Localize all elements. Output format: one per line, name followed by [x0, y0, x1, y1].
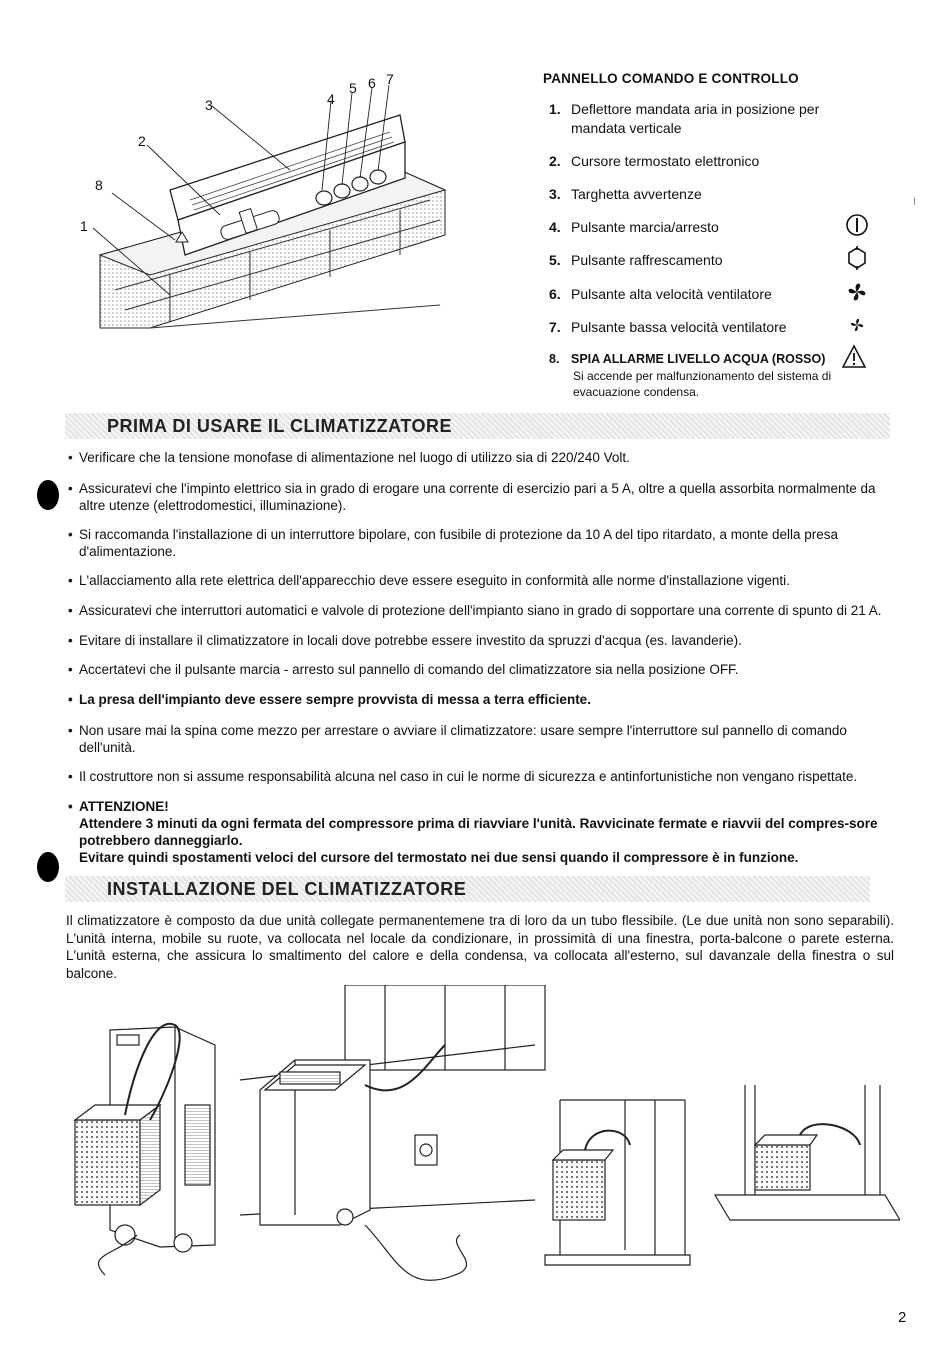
control-panel-illustration [60, 60, 460, 340]
item-text: Pulsante raffrescamento [571, 252, 723, 268]
figure-label-6: 6 [368, 75, 376, 91]
item-number: 2. [549, 153, 561, 169]
warning-icon [841, 344, 867, 370]
figure-label-5: 5 [349, 80, 357, 96]
figure-label-1: 1 [80, 218, 88, 234]
margin-marker [37, 480, 59, 510]
figure-label-4: 4 [327, 91, 335, 107]
installation-illustration [65, 985, 900, 1300]
attention-line-1: Attendere 3 minuti da ogni fermata del compressore prima di riavviare l'unità. Ravvicinate fermate e riavvii del compres-sore potrebbero danneggiarlo. [79, 816, 878, 848]
item-text: Pulsante marcia/arresto [571, 219, 719, 235]
item8-note: Si accende per malfunzionamento del sistema di evacuazione condensa. [573, 369, 832, 399]
power-icon [844, 212, 870, 238]
item-number: 6. [549, 286, 561, 302]
figure-label-2: 2 [138, 133, 146, 149]
item-text: Targhetta avvertenze [571, 186, 702, 202]
panel-title: PANNELLO COMANDO E CONTROLLO [543, 71, 799, 86]
item-text: Deflettore mandata aria in posizione per mandata verticale [571, 101, 820, 136]
fan-high-icon [844, 279, 870, 305]
item-text: SPIA ALLARME LIVELLO ACQUA (ROSSO) [571, 352, 826, 366]
fan-low-icon [844, 312, 870, 338]
item-number: 8. [549, 352, 560, 366]
item-number: 3. [549, 186, 561, 202]
item-number: 5. [549, 252, 561, 268]
attention-label: ATTENZIONE! [79, 799, 169, 814]
item-text: Cursore termostato elettronico [571, 153, 760, 169]
page-number: 2 [898, 1309, 907, 1326]
item-text: Pulsante alta velocità ventilatore [571, 286, 772, 302]
side-mark: I [913, 196, 917, 208]
figure-label-3: 3 [205, 97, 213, 113]
figure-label-8: 8 [95, 177, 103, 193]
section2-title: INSTALLAZIONE DEL CLIMATIZZATORE [107, 879, 467, 899]
snowflake-icon [844, 245, 870, 271]
item-number: 1. [549, 101, 561, 117]
item-text: Pulsante bassa velocità ventilatore [571, 319, 787, 335]
install-paragraph: Il climatizzatore è composto da due unità collegate permanentemene tra di loro da un tubo flessibile. (Le due unità non sono separabili). L'unità interna, mobile su ruote, va collocata nel locale da condizionare, in prossimità di una finestra, porta-balcone o parete esterna. L'unità esterna, che assicura lo smaltimento del calore e della condensa, va collocata all'esterno, sul davanzale della finestra o sul balcone. [66, 913, 894, 981]
margin-marker [37, 852, 59, 882]
attention-line-2: Evitare quindi spostamenti veloci del cursore del termostato nei due sensi quando il compressore è in funzione. [79, 850, 799, 865]
section1-title: PRIMA DI USARE IL CLIMATIZZATORE [107, 416, 452, 436]
figure-label-7: 7 [386, 71, 394, 87]
item-number: 4. [549, 219, 561, 235]
item-number: 7. [549, 319, 561, 335]
